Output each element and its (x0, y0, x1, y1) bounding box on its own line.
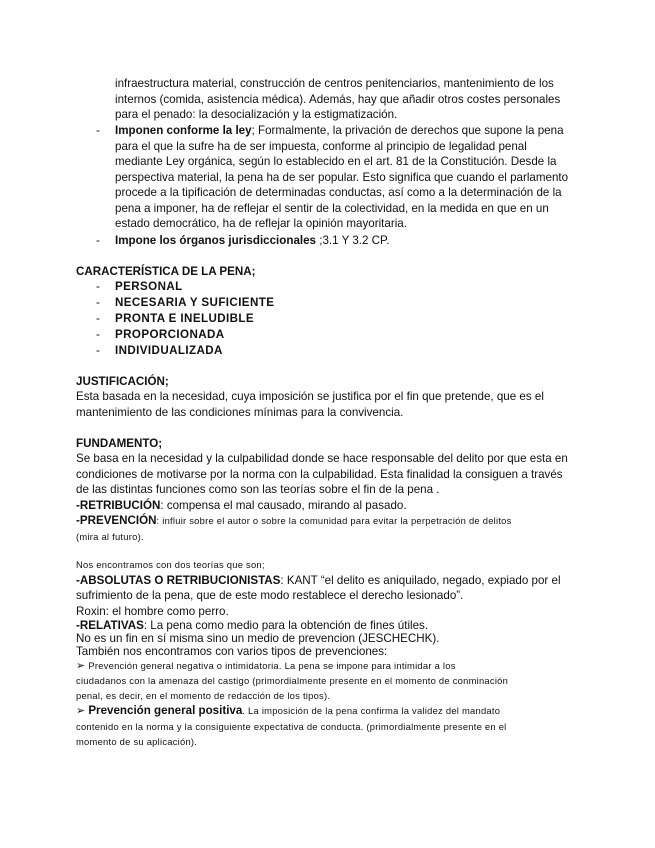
bullet-marker: - (96, 234, 100, 247)
paragraph-line: También nos encontramos con varios tipos de prevenciones: (76, 645, 388, 658)
bullet-marker: - (96, 280, 100, 293)
small-line: Nos encontramos con dos teorías que son; (76, 559, 265, 570)
term-text: : compensa el mal causado, mirando al pasado. (160, 499, 407, 512)
term-bold: -RELATIVAS (76, 619, 144, 632)
section-heading: JUSTIFICACIÓN; (76, 375, 169, 388)
small-line: ciudadanos con la amenaza del castigo (primordialmente presente en el momento de conminación (76, 675, 509, 686)
characteristic-item: PRONTA E INELUDIBLE (115, 312, 254, 325)
positiva-text: . La imposición de la pena confirma la validez del mandato (242, 705, 501, 716)
term-bold: -RETRIBUCIÓN (76, 499, 161, 512)
paragraph-line: Esta basada en la necesidad, cuya imposición se justifica por el fin que pretende, que es el (76, 390, 544, 403)
paragraph-line: Roxin: el hombre como perro. (76, 605, 229, 618)
section-heading: FUNDAMENTO; (76, 437, 163, 450)
bullet-marker: - (96, 296, 100, 309)
arrow-icon: ➢ (76, 705, 86, 717)
item-line: para el que la sufre ha de ser impuesta, conforme al principio de legalidad penal (115, 140, 527, 153)
paragraph-line: de las distintas funciones como son las teorías sobre el fin de la pena . (76, 483, 440, 496)
negativa-line (76, 658, 583, 674)
positiva-line (76, 703, 583, 719)
intro-line: para el penado: la desocialización y la estigmatización. (115, 108, 398, 121)
small-line: penal, es decir, en el momento de redacción de los tipos). (76, 690, 331, 701)
paragraph-line: Se basa en la necesidad y la culpabilidad donde se hace responsable del delito por que esta en (76, 452, 568, 465)
intro-line: infraestructura material, construcción de centros penitenciarios, mantenimiento de los (115, 77, 554, 90)
term-text: : influir sobre el autor o sobre la comunidad para evitar la perpetración de delitos (156, 515, 512, 526)
term-text: : KANT “el delito es aniquilado, negado, expiado por el (280, 574, 561, 587)
characteristic-item: INDIVIDUALIZADA (115, 344, 223, 357)
negativa-text: Prevención general negativa o intimidatoria. La pena se impone para intimidar a los (85, 660, 456, 671)
intro-line: internos (comida, asistencia médica). Además, hay que añadir otros costes personales (115, 93, 561, 106)
item-line: estado democrático, ha de reflejar la opinión mayoritaria. (115, 217, 407, 230)
prevencion-line (76, 513, 581, 529)
bullet-marker: - (96, 328, 100, 341)
paragraph-line: sufrimiento de la pena, que de este modo restablece el derecho lesionado”. (76, 589, 464, 602)
item-bold: Imponen conforme la ley (115, 124, 252, 137)
term-bold: -ABSOLUTAS O RETRIBUCIONISTAS (76, 574, 281, 587)
item-line: perspectiva material, la pena ha de ser popular. Esto significa que cuando el parlamento (115, 171, 569, 184)
bullet-marker: - (96, 312, 100, 325)
section-heading: CARACTERÍSTICA DE LA PENA; (76, 265, 256, 278)
paragraph-line: No es un fin en sí misma sino un medio de prevencion (JESCHECHK). (76, 632, 440, 645)
bullet-marker: - (96, 344, 100, 357)
absolutas-line (76, 573, 581, 589)
term-text: : La pena como medio para la obtención de fines útiles. (143, 619, 429, 632)
item-text: ; Formalmente, la privación de derechos que supone la pena (251, 124, 564, 137)
small-line: momento de su aplicación). (76, 736, 198, 747)
item-text: ;3.1 Y 3.2 CP. (316, 234, 390, 247)
item-bold: Impone los órganos jurisdiccionales (115, 234, 317, 247)
item-line: procede a la tipificación de determinadas conductas, así como a la determinación de la (115, 186, 562, 199)
list-item (115, 233, 579, 249)
characteristic-item: PERSONAL (115, 280, 183, 293)
small-line: contenido en la norma y la consiguiente expectativa de conducta. (primordialmente presente en el (76, 721, 507, 732)
term-bold: Prevención general positiva (88, 704, 243, 717)
item-line: pena a imponer, ha de reflejar el sentir de la colectividad, en la medida en que en un (115, 202, 549, 215)
term-bold: -PREVENCIÓN (76, 514, 157, 527)
small-line: (mira al futuro). (76, 531, 144, 542)
characteristic-item: NECESARIA Y SUFICIENTE (115, 296, 275, 309)
arrow-icon: ➢ (76, 660, 86, 672)
paragraph-line: condiciones de motivarse por la norma con la culpabilidad. Esta finalidad la consiguen a través (76, 468, 563, 481)
characteristic-item: PROPORCIONADA (115, 328, 225, 341)
list-item (115, 123, 579, 139)
bullet-marker: - (96, 124, 100, 137)
paragraph-line: mantenimiento de las condiciones mínimas para la convivencia. (76, 406, 404, 419)
item-line: mediante Ley orgánica, según lo establecido en el art. 81 de la Constitución. Desde la (115, 155, 557, 168)
retribucion-line (76, 498, 581, 514)
